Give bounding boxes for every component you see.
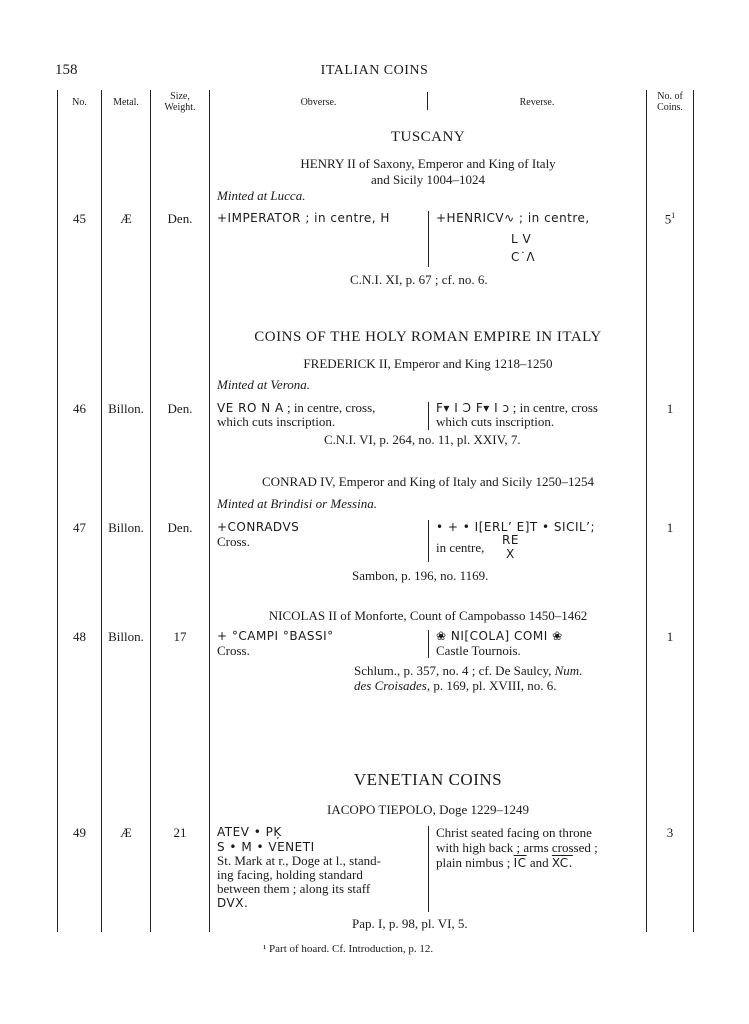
entry-49-size: 21: [173, 825, 187, 840]
section-title-tuscany: TUSCANY: [390, 129, 466, 145]
mint-brindisi: Minted at Brindisi or Messina.: [217, 496, 377, 511]
ruler-conrad: CONRAD IV, Emperor and King of Italy and Sicily 1250–1254: [262, 474, 594, 489]
entry-48-ref-page: p. 169, pl. XVIII, no. 6.: [433, 678, 557, 693]
ruler-henry-line1: HENRY II of Saxony, Emperor and King of Italy: [300, 156, 556, 171]
entry-48-reference-line1: [354, 664, 582, 678]
entry-48-reverse-line2: Castle Tournois.: [436, 643, 521, 658]
section-title-venetian: VENETIAN COINS: [353, 770, 503, 789]
entry-45-reverse-line3: C˙Λ: [511, 250, 536, 264]
entry-45-coins-count: 5: [664, 211, 672, 227]
ruler-tiepolo: IACOPO TIEPOLO, Doge 1229–1249: [327, 802, 529, 817]
entry-48-reverse-line1: ❀ NI[COLA] COMI ❀: [436, 629, 563, 643]
entry-45-reverse-line2: L V: [511, 232, 532, 246]
entry-48-coins: 1: [666, 629, 674, 644]
col-header-reverse-text: Reverse.: [519, 97, 555, 108]
col-header-size-line1: Size,: [170, 91, 190, 102]
entry-47-divider: [428, 520, 429, 562]
entry-48-reference-line2: [354, 679, 556, 693]
entry-48-size: 17: [173, 629, 187, 644]
entry-45-no: 45: [73, 211, 86, 226]
page-number: 158: [55, 62, 78, 78]
col-header-no: [58, 97, 101, 108]
entry-46-reference: C.N.I. VI, p. 264, no. 11, pl. XXIV, 7.: [324, 432, 521, 447]
entry-49-obverse-line6: DVX.: [217, 896, 249, 910]
entry-49-reference: Pap. I, p. 98, pl. VI, 5.: [352, 916, 468, 931]
entry-48-ref-title: des Croisades,: [354, 678, 431, 693]
entry-49-divider: [428, 826, 429, 912]
running-head: ITALIAN COINS: [320, 63, 429, 78]
col-header-metal-text: Metal.: [113, 97, 139, 108]
entry-47-no: 47: [73, 520, 86, 535]
entry-49-obverse-line1: ATEV • PĶ: [217, 825, 282, 839]
entry-48-ref-num: Num.: [554, 663, 583, 678]
ruler-frederick: FREDERICK II, Emperor and King 1218–1250: [303, 356, 553, 371]
entry-46-obverse-line2: which cuts inscription.: [217, 414, 336, 429]
col-header-coins-line1: No. of: [657, 91, 683, 102]
entry-48-metal: Billon.: [108, 629, 144, 644]
entry-49-reverse-line1: Christ seated facing on throne: [436, 825, 592, 840]
entry-49-reverse-xc: XC.: [551, 856, 573, 870]
entry-49-metal: Æ: [120, 825, 132, 840]
entry-48-obverse-line2: Cross.: [217, 643, 250, 658]
entry-45-coins: [647, 211, 693, 227]
mint-lucca: Minted at Lucca.: [217, 188, 306, 203]
rule-right: [693, 90, 694, 932]
mint-verona: Minted at Verona.: [217, 377, 311, 392]
entry-48-divider: [428, 630, 429, 658]
entry-49-obverse-line2: S • M • VENETI: [217, 840, 315, 854]
entry-49-obverse-line4: ing facing, holding standard: [217, 867, 363, 882]
footnote: ¹ Part of hoard. Cf. Introduction, p. 12.: [263, 943, 434, 955]
col-header-size-line2: Weight.: [164, 102, 196, 113]
entry-49-reverse-nimbus: plain nimbus ;: [436, 855, 511, 870]
col-header-size: [151, 91, 209, 113]
col-header-coins: [647, 91, 693, 113]
entry-47-reverse-re: RE: [502, 533, 519, 547]
section-title-holy-roman: COINS OF THE HOLY ROMAN EMPIRE IN ITALY: [254, 329, 602, 345]
entry-45-reference: C.N.I. XI, p. 67 ; cf. no. 6.: [350, 272, 488, 287]
entry-46-reverse-desc: ; in centre, cross: [512, 400, 598, 415]
entry-45-obverse: +IMPERATOR ; in centre, H: [217, 211, 390, 225]
footnote-marker: 1: [671, 211, 676, 220]
col-header-reverse: [428, 97, 646, 108]
entry-47-metal: Billon.: [108, 520, 144, 535]
entry-46-reverse-line1: [436, 401, 598, 415]
entry-47-size: Den.: [167, 520, 193, 535]
entry-46-reverse-line2: which cuts inscription.: [436, 414, 555, 429]
entry-45-metal: Æ: [120, 211, 132, 226]
entry-49-reverse-line2: with high back ; arms crossed ;: [436, 840, 598, 855]
entry-49-no: 49: [73, 825, 86, 840]
entry-47-reverse-line1: • + • I[ERL’ E]T • SICIL’;: [436, 520, 596, 534]
entry-47-reverse-x: X: [506, 547, 515, 561]
entry-46-metal: Billon.: [108, 401, 144, 416]
entry-46-divider: [428, 402, 429, 430]
entry-49-coins: 3: [666, 825, 674, 840]
entry-46-size: Den.: [167, 401, 193, 416]
col-header-no-text: No.: [72, 97, 87, 108]
entry-48-no: 48: [73, 629, 86, 644]
entry-49-obverse-line5: between them ; along its staff: [217, 881, 371, 896]
col-header-obverse: [210, 97, 427, 108]
entry-45-divider: [428, 211, 429, 267]
col-header-obverse-text: Obverse.: [300, 97, 337, 108]
entry-46-no: 46: [73, 401, 86, 416]
entry-48-obverse-line1: + °CAMPI °BASSI°: [217, 629, 334, 643]
entry-45-size: Den.: [167, 211, 193, 226]
entry-46-obverse-line1: [217, 401, 375, 415]
entry-47-reference: Sambon, p. 196, no. 1169.: [352, 568, 489, 583]
ruler-nicolas: NICOLAS II of Monforte, Count of Campobasso 1450–1462: [268, 608, 588, 623]
entry-48-ref-text: Schlum., p. 357, no. 4 ; cf. De Saulcy,: [354, 663, 552, 678]
entry-47-reverse-line2: in centre,: [436, 540, 485, 555]
entry-46-obverse-desc: ; in centre, cross,: [286, 400, 376, 415]
entry-49-reverse-ic: $\overline{IC}$: [513, 856, 527, 870]
col-header-metal: [102, 97, 150, 108]
ruler-henry-line2: and Sicily 1004–1024: [370, 172, 486, 187]
entry-46-reverse-legend: F▾ I Ɔ F▾ I ɔ: [436, 401, 510, 415]
entry-49-reverse-and: and: [529, 855, 549, 870]
entry-47-coins: 1: [666, 520, 674, 535]
entry-47-obverse-line2: Cross.: [217, 534, 250, 549]
col-header-coins-line2: Coins.: [657, 102, 683, 113]
entry-49-obverse-line3: St. Mark at r., Doge at l., stand-: [217, 853, 381, 868]
entry-47-obverse-line1: +CONRADVS: [217, 520, 300, 534]
entry-45-reverse-line1: +HENRICV∿ ; in centre,: [436, 211, 590, 225]
entry-46-coins: 1: [666, 401, 674, 416]
entry-49-reverse-line3: [436, 856, 573, 870]
entry-46-obverse-legend: VE RO N A: [217, 401, 284, 415]
